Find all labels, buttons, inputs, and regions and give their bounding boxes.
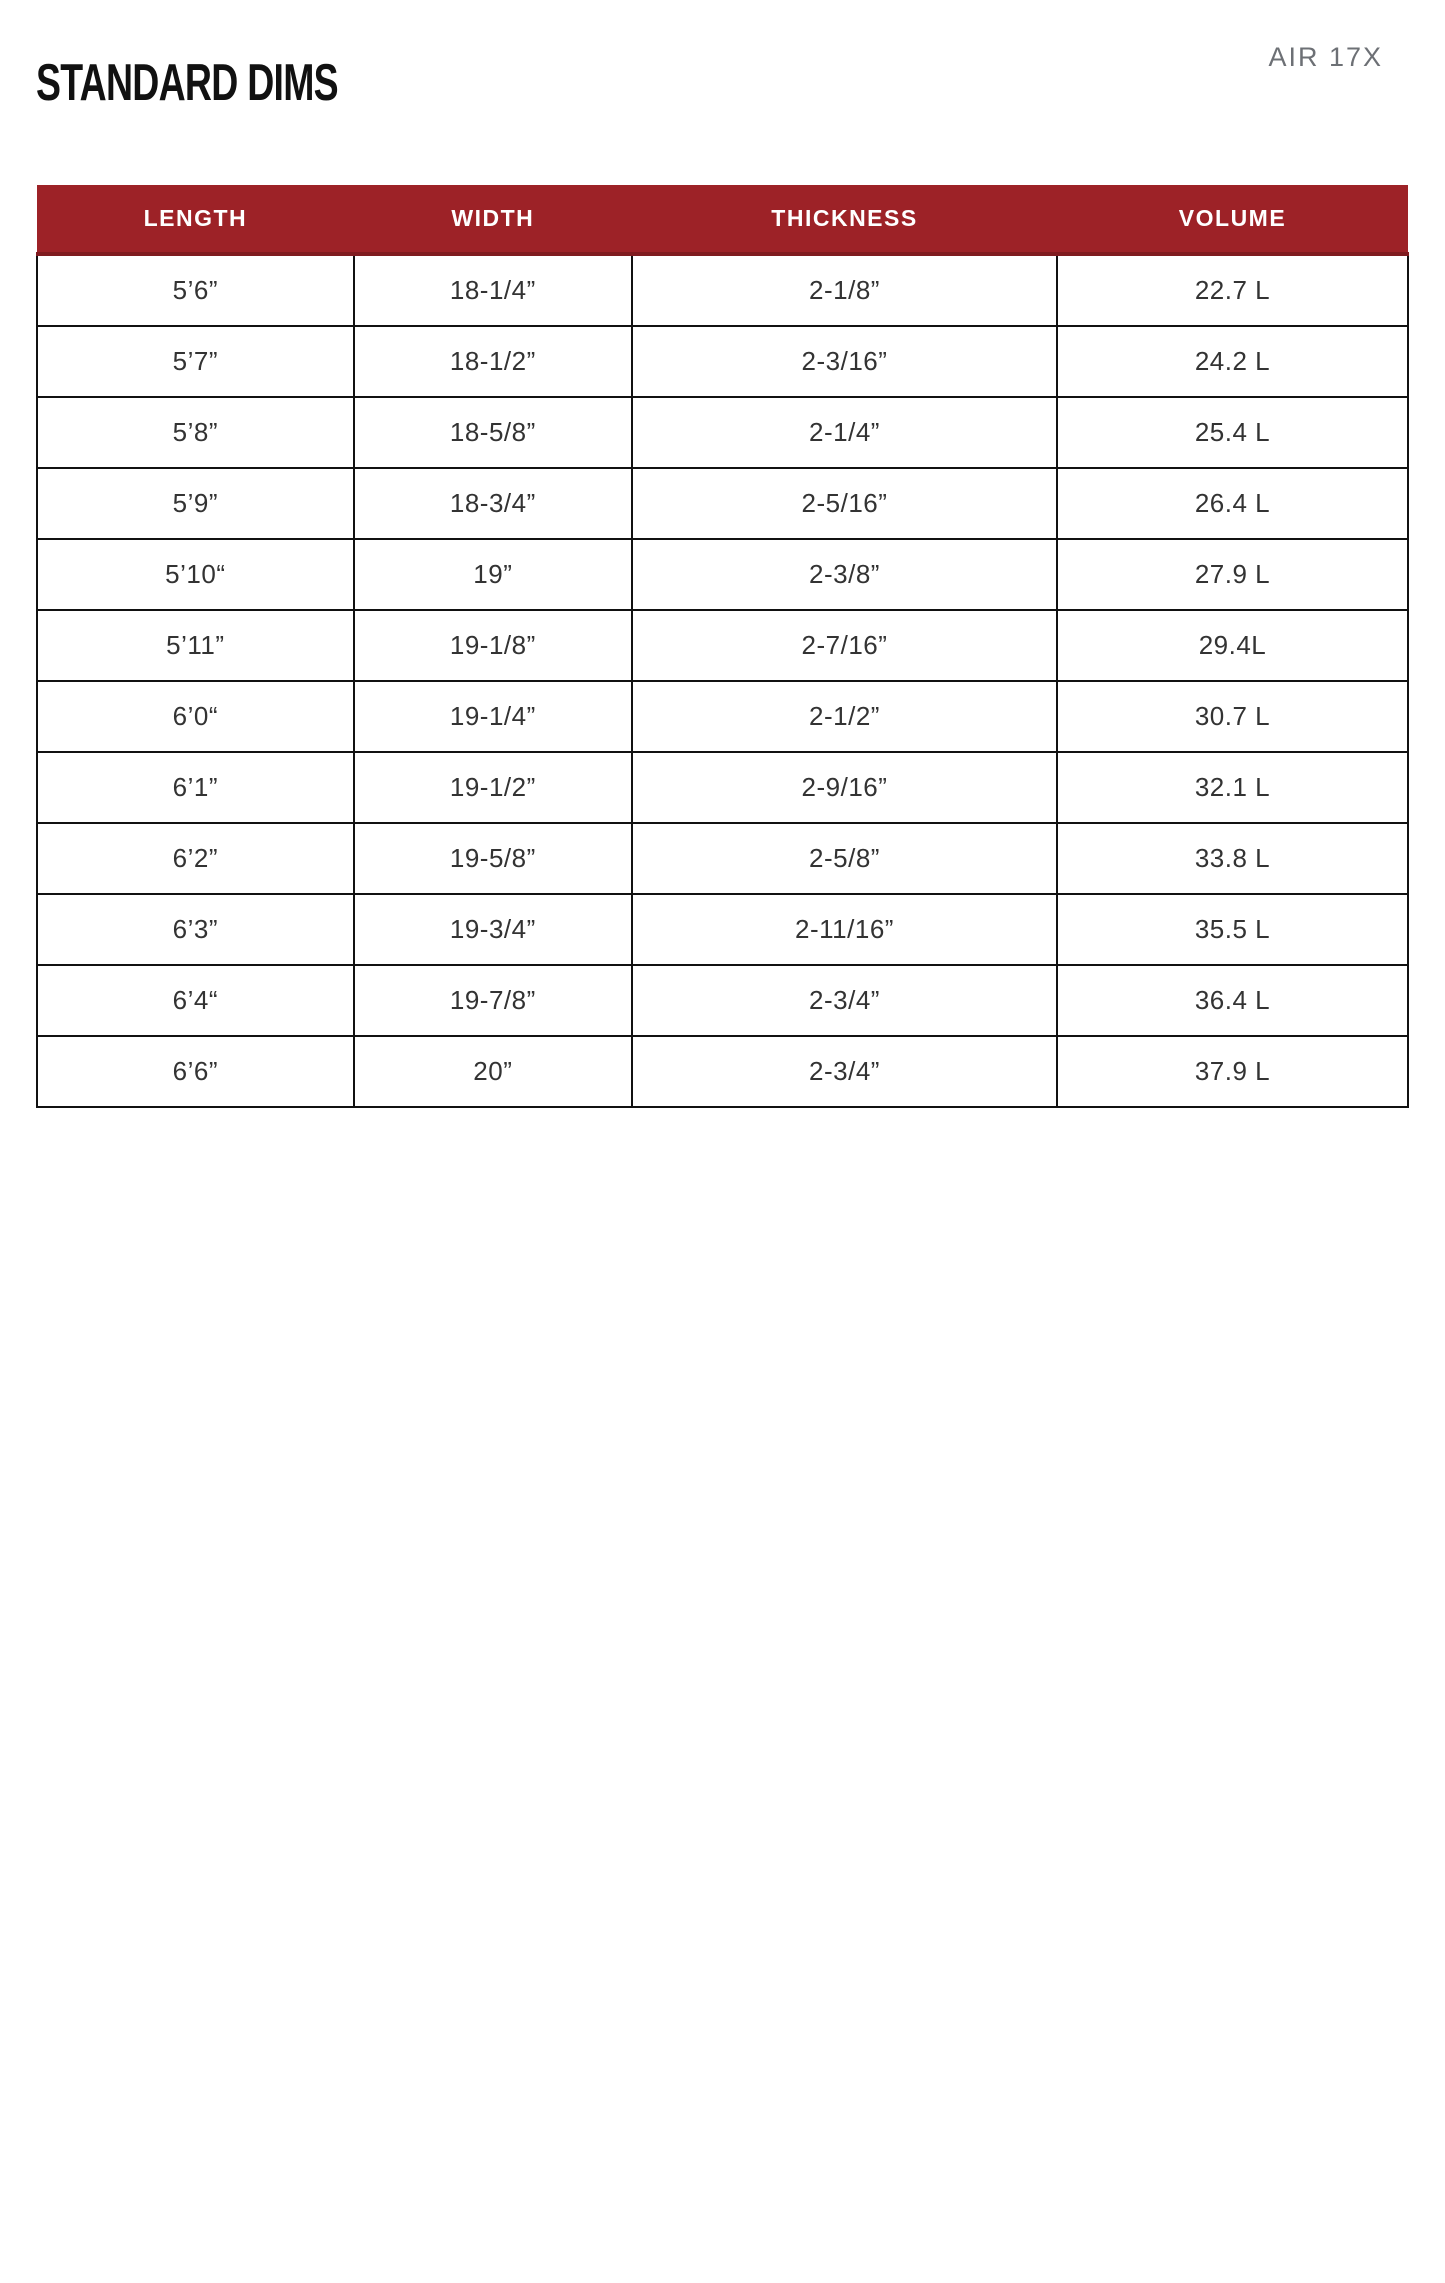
cell-length: 5’11” <box>37 610 354 681</box>
column-header-volume: VOLUME <box>1057 185 1408 254</box>
cell-volume: 26.4 L <box>1057 468 1408 539</box>
table-row <box>37 681 1408 752</box>
cell-volume: 30.7 L <box>1057 681 1408 752</box>
table-row <box>37 823 1408 894</box>
column-header-length: LENGTH <box>37 185 354 254</box>
page-title: STANDARD DIMS <box>36 53 338 112</box>
cell-thickness: 2-5/16” <box>632 468 1057 539</box>
cell-width: 19-1/2” <box>354 752 632 823</box>
cell-thickness: 2-1/8” <box>632 254 1057 326</box>
cell-volume: 36.4 L <box>1057 965 1408 1036</box>
table-row <box>37 326 1408 397</box>
cell-thickness: 2-3/4” <box>632 965 1057 1036</box>
cell-volume: 33.8 L <box>1057 823 1408 894</box>
cell-length: 6’4“ <box>37 965 354 1036</box>
cell-thickness: 2-3/16” <box>632 326 1057 397</box>
cell-length: 6’6” <box>37 1036 354 1107</box>
cell-thickness: 2-3/8” <box>632 539 1057 610</box>
cell-length: 6’3” <box>37 894 354 965</box>
product-model-label: AIR 17X <box>1268 42 1383 72</box>
cell-volume: 35.5 L <box>1057 894 1408 965</box>
cell-thickness: 2-11/16” <box>632 894 1057 965</box>
cell-volume: 37.9 L <box>1057 1036 1408 1107</box>
cell-volume: 22.7 L <box>1057 254 1408 326</box>
cell-volume: 25.4 L <box>1057 397 1408 468</box>
cell-width: 19-1/4” <box>354 681 632 752</box>
cell-width: 19-1/8” <box>354 610 632 681</box>
cell-width: 18-1/4” <box>354 254 632 326</box>
table-row <box>37 1036 1408 1107</box>
cell-volume: 24.2 L <box>1057 326 1408 397</box>
cell-width: 19-7/8” <box>354 965 632 1036</box>
cell-width: 18-1/2” <box>354 326 632 397</box>
cell-width: 20” <box>354 1036 632 1107</box>
column-header-thickness: THICKNESS <box>632 185 1057 254</box>
table-row <box>37 539 1408 610</box>
cell-length: 6’0“ <box>37 681 354 752</box>
table-body <box>37 254 1408 1107</box>
header-row <box>37 185 1408 254</box>
cell-width: 19” <box>354 539 632 610</box>
cell-length: 6’1” <box>37 752 354 823</box>
cell-thickness: 2-7/16” <box>632 610 1057 681</box>
cell-width: 19-3/4” <box>354 894 632 965</box>
cell-length: 5’6” <box>37 254 354 326</box>
cell-thickness: 2-9/16” <box>632 752 1057 823</box>
cell-length: 5’7” <box>37 326 354 397</box>
column-header-width: WIDTH <box>354 185 632 254</box>
table-row <box>37 254 1408 326</box>
table-row <box>37 894 1408 965</box>
cell-thickness: 2-5/8” <box>632 823 1057 894</box>
standard-dims-table <box>36 185 1409 1108</box>
cell-length: 5’9” <box>37 468 354 539</box>
cell-length: 6’2” <box>37 823 354 894</box>
cell-thickness: 2-1/2” <box>632 681 1057 752</box>
table-row <box>37 468 1408 539</box>
cell-volume: 27.9 L <box>1057 539 1408 610</box>
table-row <box>37 965 1408 1036</box>
cell-length: 5’8” <box>37 397 354 468</box>
cell-volume: 32.1 L <box>1057 752 1408 823</box>
table-row <box>37 610 1408 681</box>
table-row <box>37 397 1408 468</box>
cell-thickness: 2-3/4” <box>632 1036 1057 1107</box>
cell-volume: 29.4L <box>1057 610 1408 681</box>
cell-length: 5’10“ <box>37 539 354 610</box>
cell-thickness: 2-1/4” <box>632 397 1057 468</box>
cell-width: 19-5/8” <box>354 823 632 894</box>
table-row <box>37 752 1408 823</box>
cell-width: 18-3/4” <box>354 468 632 539</box>
table-header-row <box>37 185 1408 254</box>
cell-width: 18-5/8” <box>354 397 632 468</box>
